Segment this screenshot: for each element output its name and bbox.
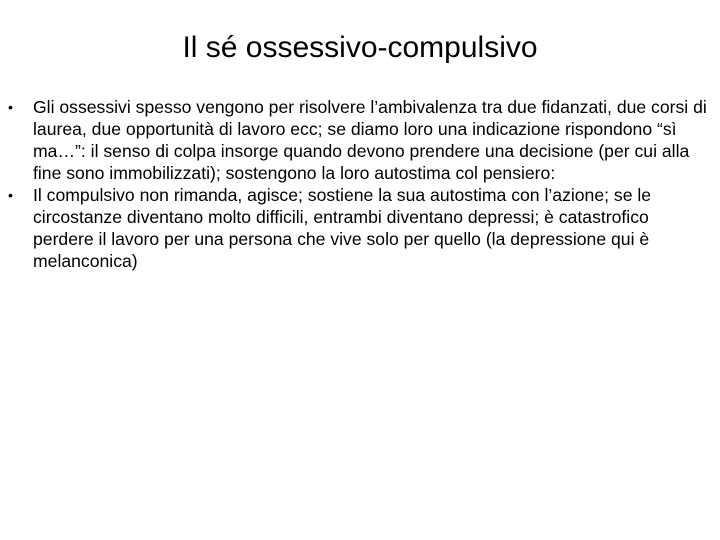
bullet-text: Gli ossessivi spesso vengono per risolvere l’ambivalenza tra due fidanzati, due corsi di laurea, due opportunità di lavoro ecc; se diamo loro una indicazione rispondono “sì ma…”: il senso di colpa insorge quando devono prendere una decisione (per cui alla fine sono immobilizzati); sostengono la loro autostima col pensiero:	[33, 97, 707, 183]
bullet-marker: •	[8, 99, 13, 115]
bullet-item-compulsive	[8, 184, 714, 272]
bullet-list	[8, 96, 714, 272]
slide-title: Il sé ossessivo-compulsivo	[182, 31, 538, 64]
bullet-marker: •	[8, 187, 13, 203]
bullet-text: Il compulsivo non rimanda, agisce; sostiene la sua autostima con l’azione; se le circostanze diventano molto difficili, entrambi diventano depressi; è catastrofico perdere il lavoro per una persona che vive solo per quello (la depressione qui è melanconica)	[33, 185, 652, 271]
bullet-item-obsessive	[8, 96, 714, 184]
